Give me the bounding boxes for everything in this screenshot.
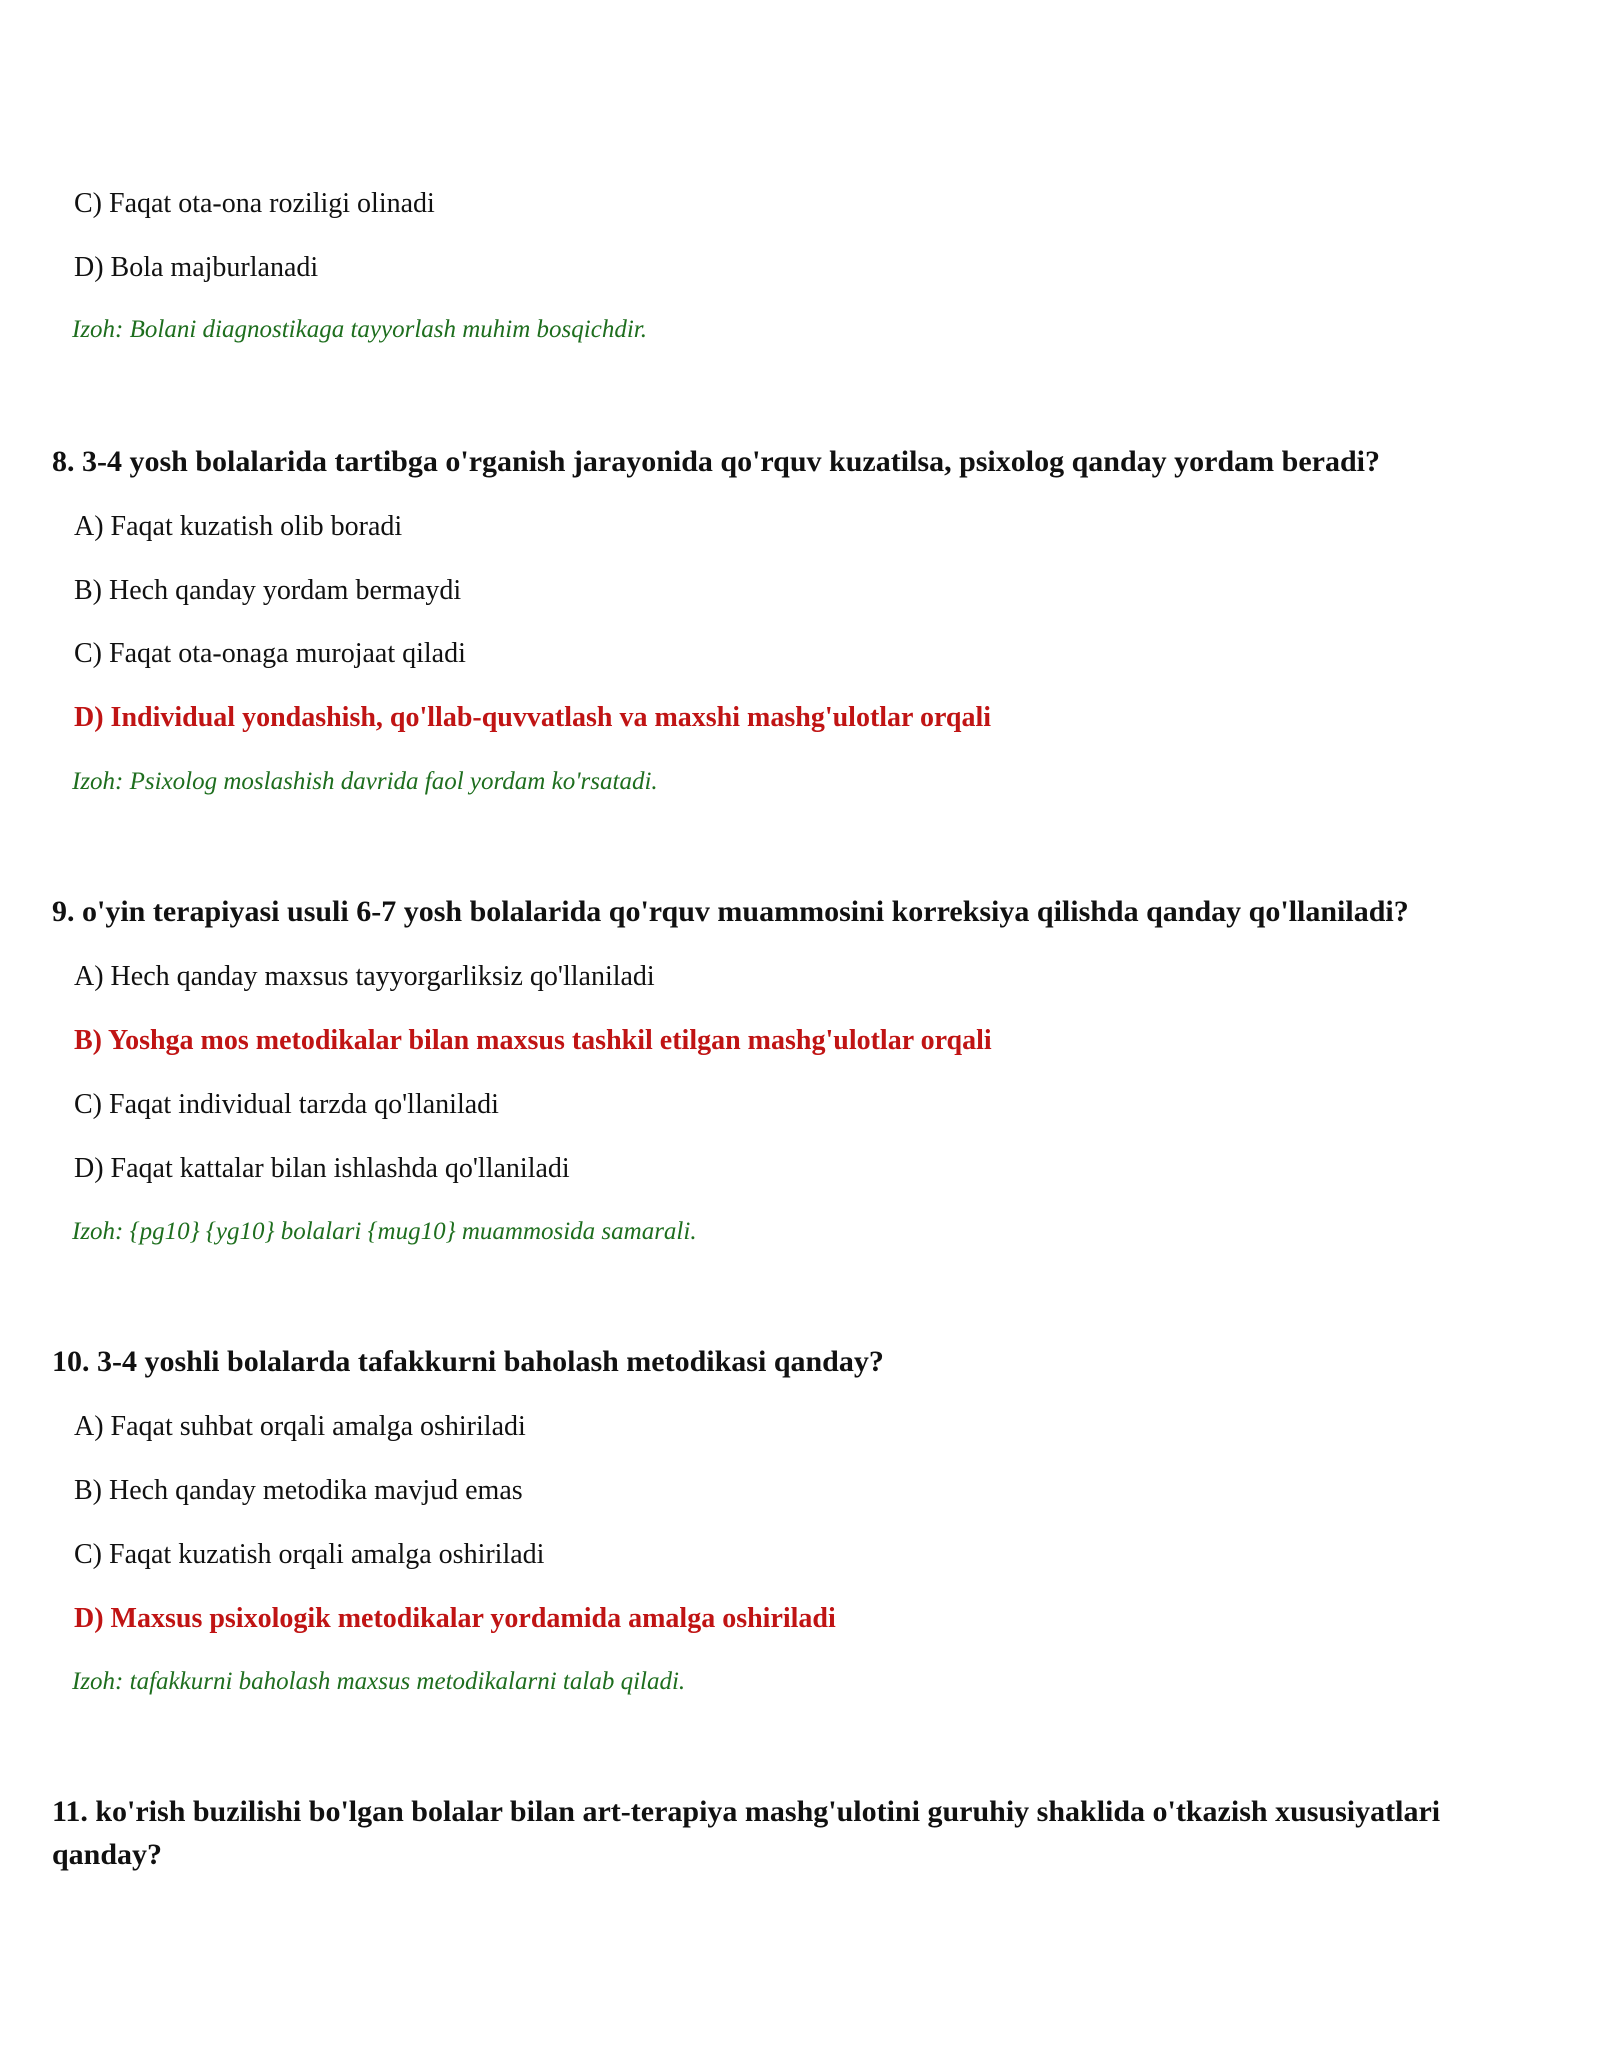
q10-option-b: B) Hech qanday metodika mavjud emas	[74, 1475, 523, 1506]
q9-option-b-correct: B) Yoshga mos metodikalar bilan maxsus tashkil etilgan mashg'ulotlar orqali	[74, 1025, 992, 1056]
q8-note: Izoh: Psixolog moslashish davrida faol yordam ko'rsatadi.	[72, 768, 658, 795]
q7-note: Izoh: Bolani diagnostikaga tayyorlash muhim bosqichdir.	[72, 316, 647, 343]
q9-option-c: C) Faqat individual tarzda qo'llaniladi	[74, 1089, 499, 1120]
q10-question: 10. 3-4 yoshli bolalarda tafakkurni baholash metodikasi qanday?	[52, 1345, 884, 1378]
q8-option-c: C) Faqat ota-onaga murojaat qiladi	[74, 638, 466, 669]
q11-question: 11. ko'rish buzilishi bo'lgan bolalar bilan art-terapiya mashg'ulotini guruhiy shaklida o'tkazish xususiyatlari qanday?	[52, 1795, 1441, 1871]
q10-option-a: A) Faqat suhbat orqali amalga oshiriladi	[74, 1411, 526, 1442]
q9-option-a: A) Hech qanday maxsus tayyorgarliksiz qo'llaniladi	[74, 961, 655, 992]
q8-option-a: A) Faqat kuzatish olib boradi	[74, 511, 403, 542]
q10-option-d-correct: D) Maxsus psixologik metodikalar yordamida amalga oshiriladi	[74, 1603, 836, 1634]
q10-note: Izoh: tafakkurni baholash maxsus metodikalarni talab qiladi.	[72, 1668, 686, 1695]
q9-option-d: D) Faqat kattalar bilan ishlashda qo'llaniladi	[74, 1153, 570, 1184]
q8-question: 8. 3-4 yosh bolalarida tartibga o'rganish jarayonida qo'rquv kuzatilsa, psixolog qanday yordam beradi?	[52, 445, 1380, 478]
q8-option-d-correct: D) Individual yondashish, qo'llab-quvvatlash va maxshi mashg'ulotlar orqali	[74, 702, 992, 733]
q7-option-c: C) Faqat ota-ona roziligi olinadi	[74, 188, 435, 219]
q9-question: 9. o'yin terapiyasi usuli 6-7 yosh bolalarida qo'rquv muammosini korreksiya qilishda qanday qo'llaniladi?	[52, 895, 1409, 928]
q8-option-b: B) Hech qanday yordam bermaydi	[74, 575, 462, 606]
q7-option-d: D) Bola majburlanadi	[74, 252, 319, 283]
q10-option-c: C) Faqat kuzatish orqali amalga oshiriladi	[74, 1539, 545, 1570]
q9-note: Izoh: {pg10} {yg10} bolalari {mug10} muammosida samarali.	[72, 1218, 697, 1245]
